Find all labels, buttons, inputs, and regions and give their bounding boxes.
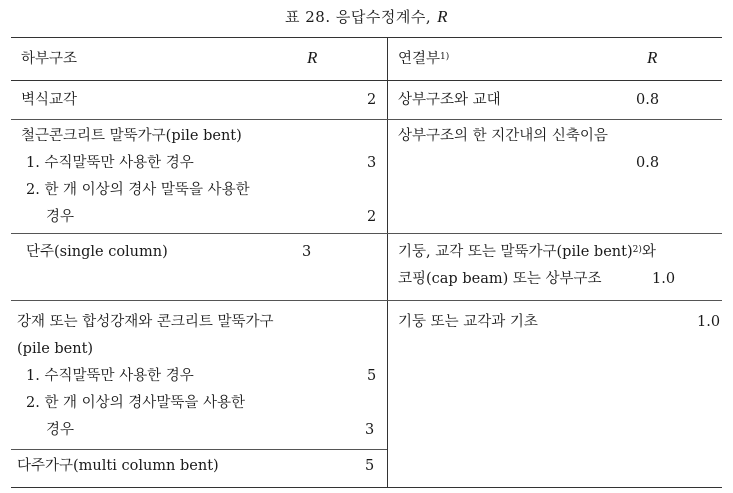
column-cap-beam-line2: 코핑(cap beam) 또는 상부구조 — [398, 271, 602, 287]
right-row-rule — [387, 233, 722, 234]
single-column-label: 단주(single column) — [26, 244, 168, 260]
rc-pile-bent-title: 철근콘크리트 말뚝가구(pile bent) — [21, 128, 242, 144]
superstructure-abutment-value: 0.8 — [636, 92, 660, 108]
column-cap-beam-line1 — [398, 242, 656, 262]
wall-pier-value: 2 — [367, 92, 377, 108]
column-divider — [387, 38, 388, 487]
right-header-text: 연결부 — [398, 51, 441, 67]
left-header-rule — [11, 80, 387, 81]
column-cap-beam-footnote: 2) — [632, 245, 642, 255]
left-row-rule — [11, 233, 387, 234]
expansion-joint-value: 0.8 — [636, 155, 660, 171]
column-cap-beam-value: 1.0 — [652, 271, 676, 287]
right-header-label — [398, 49, 449, 69]
right-header-r: R — [647, 48, 658, 67]
rc-pile-bent-value2: 2 — [367, 209, 377, 225]
left-header-label: 하부구조 — [21, 51, 78, 67]
right-row-rule — [387, 300, 722, 301]
column-cap-beam-text: 기둥, 교각 또는 말뚝가구(pile bent) — [398, 244, 633, 260]
steel-pile-bent-title-cont: (pile bent) — [17, 341, 94, 357]
superstructure-abutment-label: 상부구조와 교대 — [398, 92, 501, 108]
caption-text: 표 28. 응답수정계수, — [285, 8, 432, 26]
rc-pile-bent-item2: 2. 한 개 이상의 경사 말뚝을 사용한 — [26, 182, 250, 198]
rc-pile-bent-item2-cont: 경우 — [46, 209, 75, 225]
expansion-joint-label: 상부구조의 한 지간내의 신축이음 — [398, 128, 608, 144]
steel-pile-bent-item1: 1. 수직말뚝만 사용한 경우 — [26, 368, 194, 384]
single-column-value: 3 — [302, 244, 312, 260]
column-foundation-label: 기둥 또는 교각과 기초 — [398, 314, 538, 330]
left-row-rule — [11, 300, 387, 301]
column-foundation-value: 1.0 — [697, 314, 721, 330]
left-header-r: R — [307, 48, 318, 67]
right-row-rule — [387, 119, 722, 120]
multi-column-bent-label: 다주가구(multi column bent) — [17, 458, 219, 474]
multi-column-bent-value: 5 — [365, 458, 375, 474]
right-header-footnote: 1) — [440, 52, 450, 62]
column-cap-beam-tail: 와 — [641, 244, 656, 260]
rc-pile-bent-item1: 1. 수직말뚝만 사용한 경우 — [26, 155, 194, 171]
steel-pile-bent-item2: 2. 한 개 이상의 경사말뚝을 사용한 — [26, 395, 245, 411]
table-caption — [0, 6, 733, 27]
wall-pier-label: 벽식교각 — [21, 92, 78, 108]
left-row-rule — [11, 449, 387, 450]
caption-symbol: R — [437, 7, 448, 26]
left-row-rule — [11, 119, 387, 120]
rc-pile-bent-value1: 3 — [367, 155, 377, 171]
steel-pile-bent-item2-cont: 경우 — [46, 422, 75, 438]
table-frame — [11, 37, 722, 488]
right-header-rule — [387, 80, 722, 81]
steel-pile-bent-title: 강재 또는 합성강재와 콘크리트 말뚝가구 — [17, 314, 274, 330]
steel-pile-bent-value2: 3 — [365, 422, 375, 438]
steel-pile-bent-value1: 5 — [367, 368, 377, 384]
